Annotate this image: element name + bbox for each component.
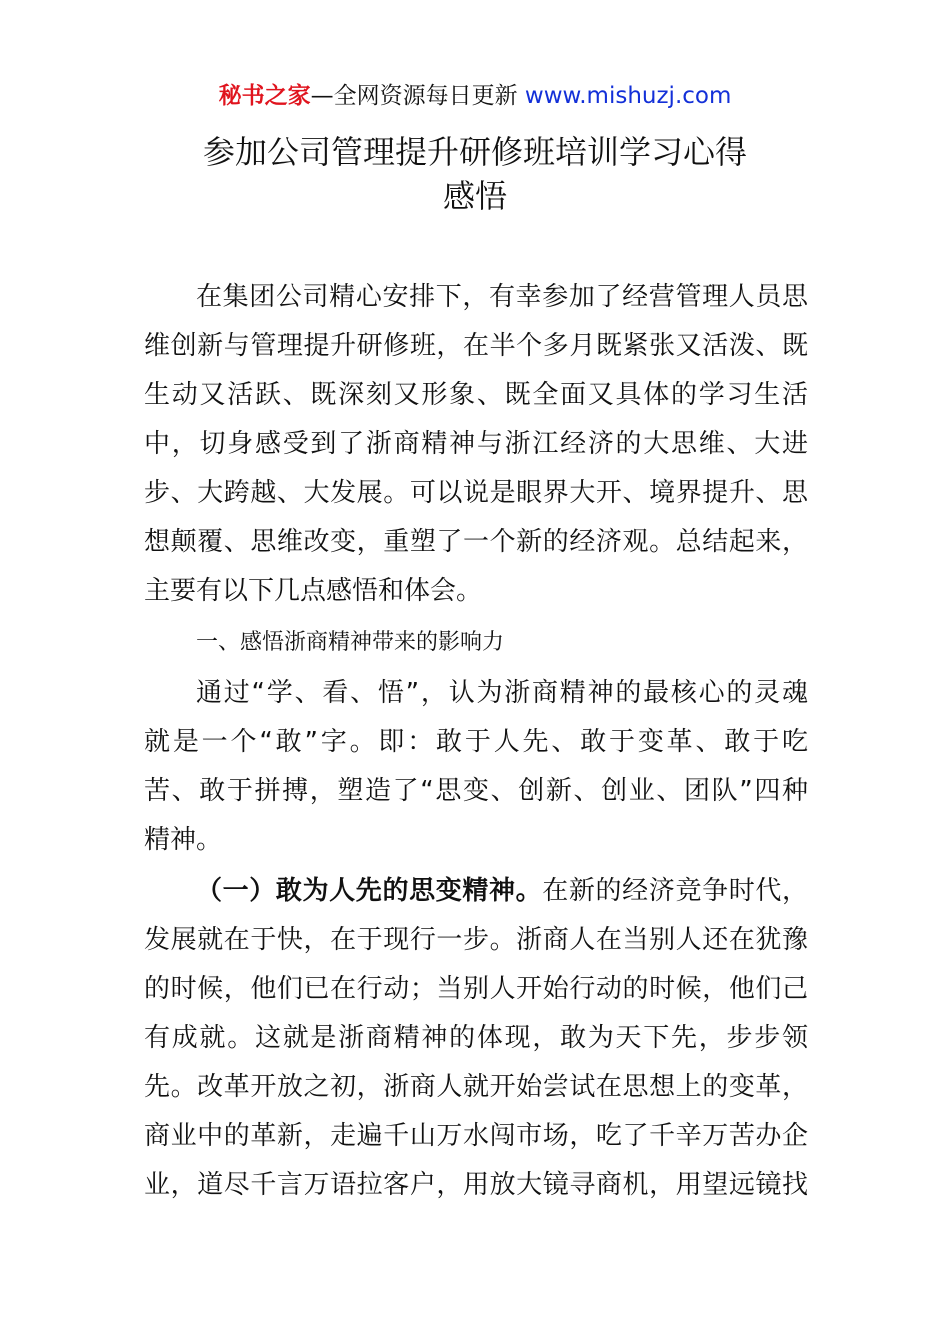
paragraph-line: 在集团公司精心安排下，有幸参加了经营管理人员思: [196, 282, 808, 312]
paragraph-line: 先。改革开放之初，浙商人就开始尝试在思想上的变革，: [144, 1072, 808, 1102]
paragraph-line: 生动又活跃、既深刻又形象、既全面又具体的学习生活: [144, 380, 808, 410]
document-title-line-2: 感悟: [442, 177, 507, 215]
subsection-lead-rest: 在新的经济竞争时代，: [542, 876, 808, 906]
header-tagline: —全网资源每日更新: [310, 83, 518, 109]
brand-name[interactable]: 秘书之家: [218, 83, 311, 109]
paragraph-line: 苦、敢于拼搏，塑造了“思变、创新、创业、团队”四种: [144, 776, 808, 806]
paragraph-line: 商业中的革新，走遍千山万水闯市场，吃了千辛万苦办企: [144, 1121, 808, 1151]
section-heading: 一、感悟浙商精神带来的影响力: [196, 630, 505, 655]
paragraph-line: 有成就。这就是浙商精神的体现，敢为天下先，步步领: [144, 1023, 808, 1053]
paragraph-line: 中，切身感受到了浙商精神与浙江经济的大思维、大进: [144, 429, 808, 459]
subsection-bold-lead: （一）敢为人先的思变精神。: [196, 876, 543, 906]
paragraph-line: 主要有以下几点感悟和体会。: [144, 576, 483, 606]
document-title-line-1: 参加公司管理提升研修班培训学习心得: [202, 133, 747, 171]
paragraph-line: 发展就在于快，在于现行一步。浙商人在当别人还在犹豫: [144, 925, 808, 955]
site-url[interactable]: www.mishuzj.com: [524, 83, 732, 109]
paragraph-line: 通过“学、看、悟”，认为浙商精神的最核心的灵魂: [196, 678, 808, 708]
site-header: [0, 80, 950, 112]
paragraph-line: 精神。: [144, 825, 223, 855]
paragraph-line: 的时候，他们已在行动；当别人开始行动的时候，他们己: [144, 974, 808, 1004]
paragraph-line: 维创新与管理提升研修班，在半个多月既紧张又活泼、既: [144, 331, 808, 361]
paragraph-line: 想颠覆、思维改变，重塑了一个新的经济观。总结起来，: [144, 527, 808, 557]
paragraph-line: 步、大跨越、大发展。可以说是眼界大开、境界提升、思: [144, 478, 808, 508]
subsection-first-line: [196, 871, 808, 911]
paragraph-line: 业，道尽千言万语拉客户，用放大镜寻商机，用望远镜找: [144, 1170, 808, 1200]
paragraph-line: 就是一个“敢”字。即：敢于人先、敢于变革、敢于吃: [144, 727, 808, 757]
